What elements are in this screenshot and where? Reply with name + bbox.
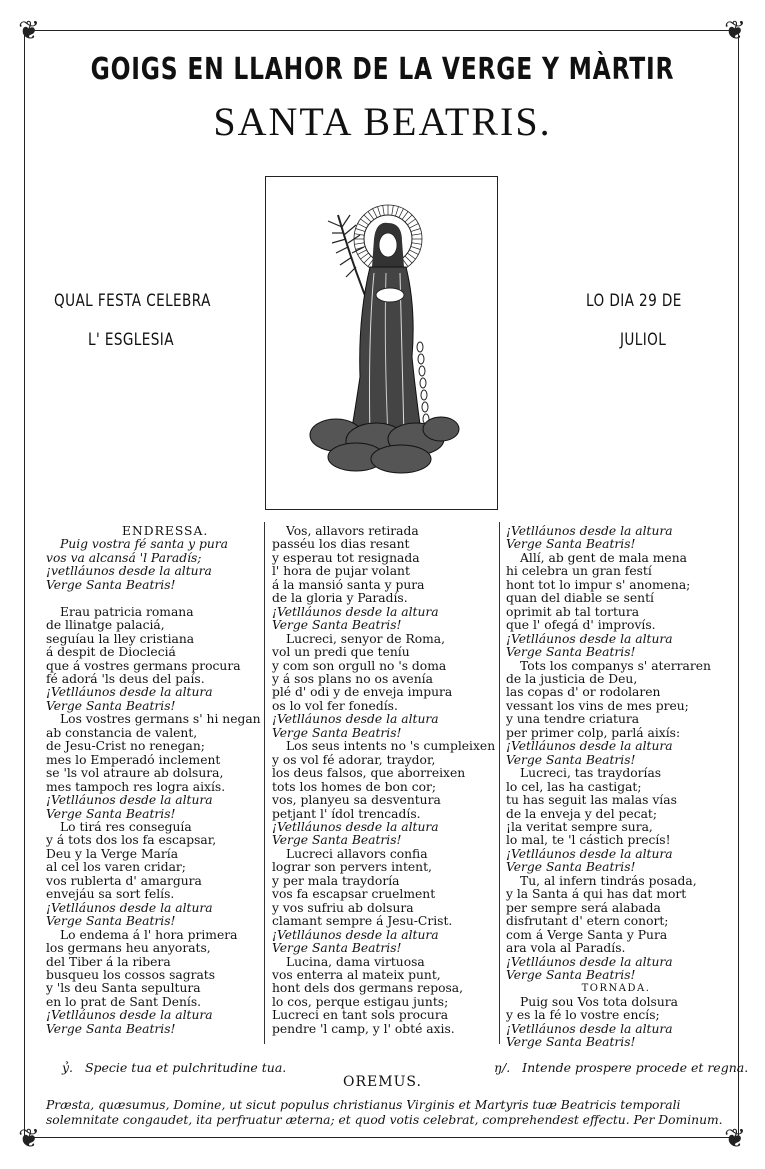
- verse-line: que á vostres germans procura: [46, 658, 241, 673]
- verse-line: de la gloria y Paradís.: [272, 591, 408, 606]
- verse-line: tots los homes de bon cor;: [272, 779, 437, 794]
- text-column-2: [272, 524, 496, 1036]
- verse-line: vos rublerta d' amargura: [46, 873, 202, 888]
- verse-line: Verge Santa Beatris!: [506, 967, 636, 982]
- verse-line: vos, planyeu sa desventura: [272, 793, 441, 808]
- verse-line: se 'ls vol atraure ab dolsura,: [46, 766, 224, 781]
- side-left-line-2: L' ESGLESIA: [88, 330, 174, 350]
- verse-line: Lucreci, senyor de Roma,: [286, 631, 446, 646]
- verse-line: las copas d' or rodolaren: [506, 685, 661, 700]
- oremus-heading: OREMUS.: [343, 1074, 422, 1090]
- verse-line: ab constancia de valent,: [46, 725, 198, 740]
- verse-line: y es la fé lo vostre encís;: [506, 1008, 660, 1023]
- verse-line: vos fa escapsar cruelment: [272, 887, 436, 902]
- verse-line: hont dels dos germans reposa,: [272, 981, 464, 996]
- verse-line: vol un predi que teníu: [272, 645, 410, 660]
- verse-line: Verge Santa Beatris!: [272, 618, 402, 633]
- verse-line: oprimit ab tal tortura: [506, 604, 640, 619]
- verse-line: Los vostres germans s' hi negan: [60, 712, 261, 727]
- verse-line: Deu y la Verge María: [46, 846, 179, 861]
- verse-line: seguíau la lley cristiana: [46, 631, 195, 646]
- closing-prayer: Præsta, quæsumus, Domine, ut sicut populus christianus Virginis et Martyris tuæ Beatricis temporali solemnitate congaudet, ita perfruatur æterna; et quod votis celebrat, comprehendest effectu. Per Dominum.: [46, 1098, 723, 1127]
- verse-line: ¡Vetlláunos desde la altura: [506, 954, 673, 969]
- verse-line: ¡Vetlláunos desde la altura: [46, 1008, 213, 1023]
- verse-line: ara vola al Paradís.: [506, 941, 626, 956]
- verse-line: hi celebra un gran festí: [506, 564, 652, 579]
- verse-line: y una tendre criatura: [506, 712, 640, 727]
- verse-line: Verge Santa Beatris!: [46, 914, 176, 929]
- verse-line: Lucreci en tant sols procura: [272, 1008, 449, 1023]
- verse-line: Verge Santa Beatris!: [46, 1021, 176, 1036]
- response: [494, 1060, 748, 1075]
- verse-line: y per mala traydoría: [272, 873, 400, 888]
- verse-line: Verge Santa Beatris!: [506, 860, 636, 875]
- title-line-1: GOIGS EN LLAHOR DE LA VERGE Y MÀRTIR: [90, 52, 675, 87]
- verse-line: y la Santa á qui has dat mort: [506, 887, 687, 902]
- verse-line: lo mal, te 'l cástich precís!: [506, 833, 671, 848]
- verse-line: ¡Vetlláunos desde la altura: [272, 819, 439, 834]
- verse-line: del Tiber á la ribera: [46, 954, 171, 969]
- verse-line: Allí, ab gent de mala mena: [520, 550, 687, 565]
- verse-line: mes lo Emperadó inclement: [46, 752, 221, 767]
- verse-line: ¡Vetlláunos desde la altura: [506, 631, 673, 646]
- verse-line: Lo tirá res conseguía: [60, 819, 192, 834]
- verse-line: en lo prat de Sant Denís.: [46, 994, 202, 1009]
- verse-line: Verge Santa Beatris!: [272, 941, 402, 956]
- verse-line: l' hora de pujar volant: [272, 564, 410, 579]
- verse-line: Tu, al infern tindrás posada,: [520, 873, 697, 888]
- verse-line: de la justicia de Deu,: [506, 671, 638, 686]
- verse-line: TORNADA.: [581, 983, 651, 995]
- side-right-line-1: LO DIA 29 DE: [586, 291, 682, 311]
- verse-line: á la mansió santa y pura: [272, 577, 425, 592]
- versicle-text: Specie tua et pulchritudine tua.: [84, 1060, 287, 1075]
- verse-line: ¡Vetlláunos desde la altura: [506, 739, 673, 754]
- verse-line: y á sos plans no os avenía: [272, 671, 433, 686]
- verse-line: ¡Vetlláunos desde la altura: [506, 1021, 673, 1036]
- verse-line: Puig sou Vos tota dolsura: [520, 994, 678, 1009]
- verse-line: al cel los varen cridar;: [46, 860, 186, 875]
- column-divider: [264, 522, 265, 1044]
- text-column-3: [506, 525, 726, 1050]
- verse-line: ¡Vetlláunos desde la altura: [272, 712, 439, 727]
- corner-ornament-icon: ❦: [724, 1124, 746, 1154]
- verse-line: vos enterra al mateix punt,: [272, 967, 441, 982]
- verse-line: de la enveja y del pecat;: [506, 806, 658, 821]
- verse-line: Puig vostra fé santa y pura: [60, 537, 228, 552]
- verse-line: ¡Vetlláunos desde la altura: [46, 793, 213, 808]
- verse-line: plé d' odi y de enveja impura: [272, 685, 453, 700]
- verse-line: de Jesu-Crist no renegan;: [46, 739, 205, 754]
- verse-line: ENDRESSA.: [122, 524, 209, 538]
- verse-line: y á tots dos los fa escapsar,: [46, 833, 217, 848]
- verse-line: de llinatge palaciá,: [46, 618, 165, 633]
- verse-line: Vos, allavors retirada: [286, 524, 419, 538]
- verse-line: Tots los companys s' aterraren: [520, 658, 711, 673]
- verse-line: per sempre será alabada: [506, 900, 661, 915]
- verse-line: á despit de Diocleciá: [46, 645, 176, 660]
- verse-line: vessant los vins de mes preu;: [506, 698, 689, 713]
- verse-line: ¡Vetlláunos desde la altura: [46, 900, 213, 915]
- verse-line: ¡Vetlláunos desde la altura: [46, 685, 213, 700]
- verse-line: per primer colp, parlá aixís:: [506, 725, 681, 740]
- verse-line: lograr son pervers intent,: [272, 860, 432, 875]
- verse-line: fé adorá 'ls deus del país.: [46, 671, 205, 686]
- verse-line: Lo endema á l' hora primera: [60, 927, 238, 942]
- verse-line: hont tot lo impur s' anomena;: [506, 577, 691, 592]
- verse-line: petjant l' ídol trencadís.: [272, 806, 421, 821]
- side-right-line-2: JULIOL: [620, 330, 667, 350]
- title-line-2: SANTA BEATRIS.: [213, 99, 552, 144]
- verse-line: com á Verge Santa y Pura: [506, 927, 668, 942]
- verse-line: Verge Santa Beatris!: [506, 645, 636, 660]
- versicle-mark: ỷ.: [62, 1060, 74, 1075]
- verse-line: vos va alcansá 'l Paradís;: [46, 550, 202, 565]
- versicle: [62, 1060, 286, 1075]
- verse-line: Verge Santa Beatris!: [506, 537, 636, 552]
- corner-ornament-icon: ❦: [724, 16, 746, 46]
- verse-line: y vos sufriu ab dolsura: [272, 900, 414, 915]
- verse-line: busqueu los cossos sagrats: [46, 967, 216, 982]
- verse-line: y esperau tot resignada: [272, 550, 420, 565]
- verse-line: los germans heu anyorats,: [46, 941, 211, 956]
- verse-line: lo cel, las ha castigat;: [506, 779, 642, 794]
- column-divider: [499, 522, 500, 1044]
- verse-line: Lucreci, tas traydorías: [520, 766, 662, 781]
- verse-line: quan del diable se sentí: [506, 591, 654, 606]
- verse-line: y 'ls deu Santa sepultura: [46, 981, 201, 996]
- verse-line: Verge Santa Beatris!: [272, 725, 402, 740]
- verse-line: pendre 'l camp, y l' obté axis.: [272, 1021, 455, 1036]
- verse-line: ¡Vetlláunos desde la altura: [272, 927, 439, 942]
- verse-line: Verge Santa Beatris!: [506, 1035, 636, 1050]
- saint-engraving-icon: [265, 176, 498, 510]
- verse-line: ¡Vetlláunos desde la altura: [506, 846, 673, 861]
- response-text: Intende prospere procede et regna.: [522, 1060, 749, 1075]
- verse-line: Verge Santa Beatris!: [46, 577, 176, 592]
- verse-line: que l' ofegá d' improvís.: [506, 618, 656, 633]
- verse-line: y os vol fé adorar, traydor,: [272, 752, 436, 767]
- verse-line: Verge Santa Beatris!: [272, 833, 402, 848]
- verse-line: passéu los dias resant: [272, 537, 410, 552]
- verse-line: Verge Santa Beatris!: [46, 698, 176, 713]
- verse-line: ¡vetlláunos desde la altura: [46, 564, 212, 579]
- side-left-line-1: QUAL FESTA CELEBRA: [54, 291, 211, 311]
- verse-line: y com son orgull no 's doma: [272, 658, 447, 673]
- verse-line: Erau patricia romana: [60, 604, 194, 619]
- verse-line: ¡la veritat sempre sura,: [506, 819, 653, 834]
- verse-line: ¡Vetlláunos desde la altura: [272, 604, 439, 619]
- verse-line: lo cos, perque estigau junts;: [272, 994, 449, 1009]
- verse-line: disfrutant d' etern conort;: [506, 914, 669, 929]
- verse-line: os lo vol fer fonedís.: [272, 698, 398, 713]
- verse-line: [46, 592, 256, 605]
- verse-line: Verge Santa Beatris!: [506, 752, 636, 767]
- verse-line: clamant sempre á Jesu-Crist.: [272, 914, 453, 929]
- verse-line: Lucina, dama virtuosa: [286, 954, 425, 969]
- verse-line: ¡Vetlláunos desde la altura: [506, 524, 673, 538]
- corner-ornament-icon: ❦: [18, 16, 40, 46]
- verse-line: Los seus intents no 's cumpleixen: [286, 739, 496, 754]
- text-column-1: [46, 524, 261, 1036]
- verse-line: envejáu sa sort felís.: [46, 887, 175, 902]
- verse-line: los deus falsos, que aborreixen: [272, 766, 466, 781]
- corner-ornament-icon: ❦: [18, 1124, 40, 1154]
- verse-line: Lucreci allavors confia: [286, 846, 428, 861]
- verse-line: Verge Santa Beatris!: [46, 806, 176, 821]
- verse-line: tu has seguit las malas vías: [506, 793, 677, 808]
- verse-line: mes tampoch res logra aixís.: [46, 779, 226, 794]
- response-mark: ŋ/.: [494, 1060, 511, 1075]
